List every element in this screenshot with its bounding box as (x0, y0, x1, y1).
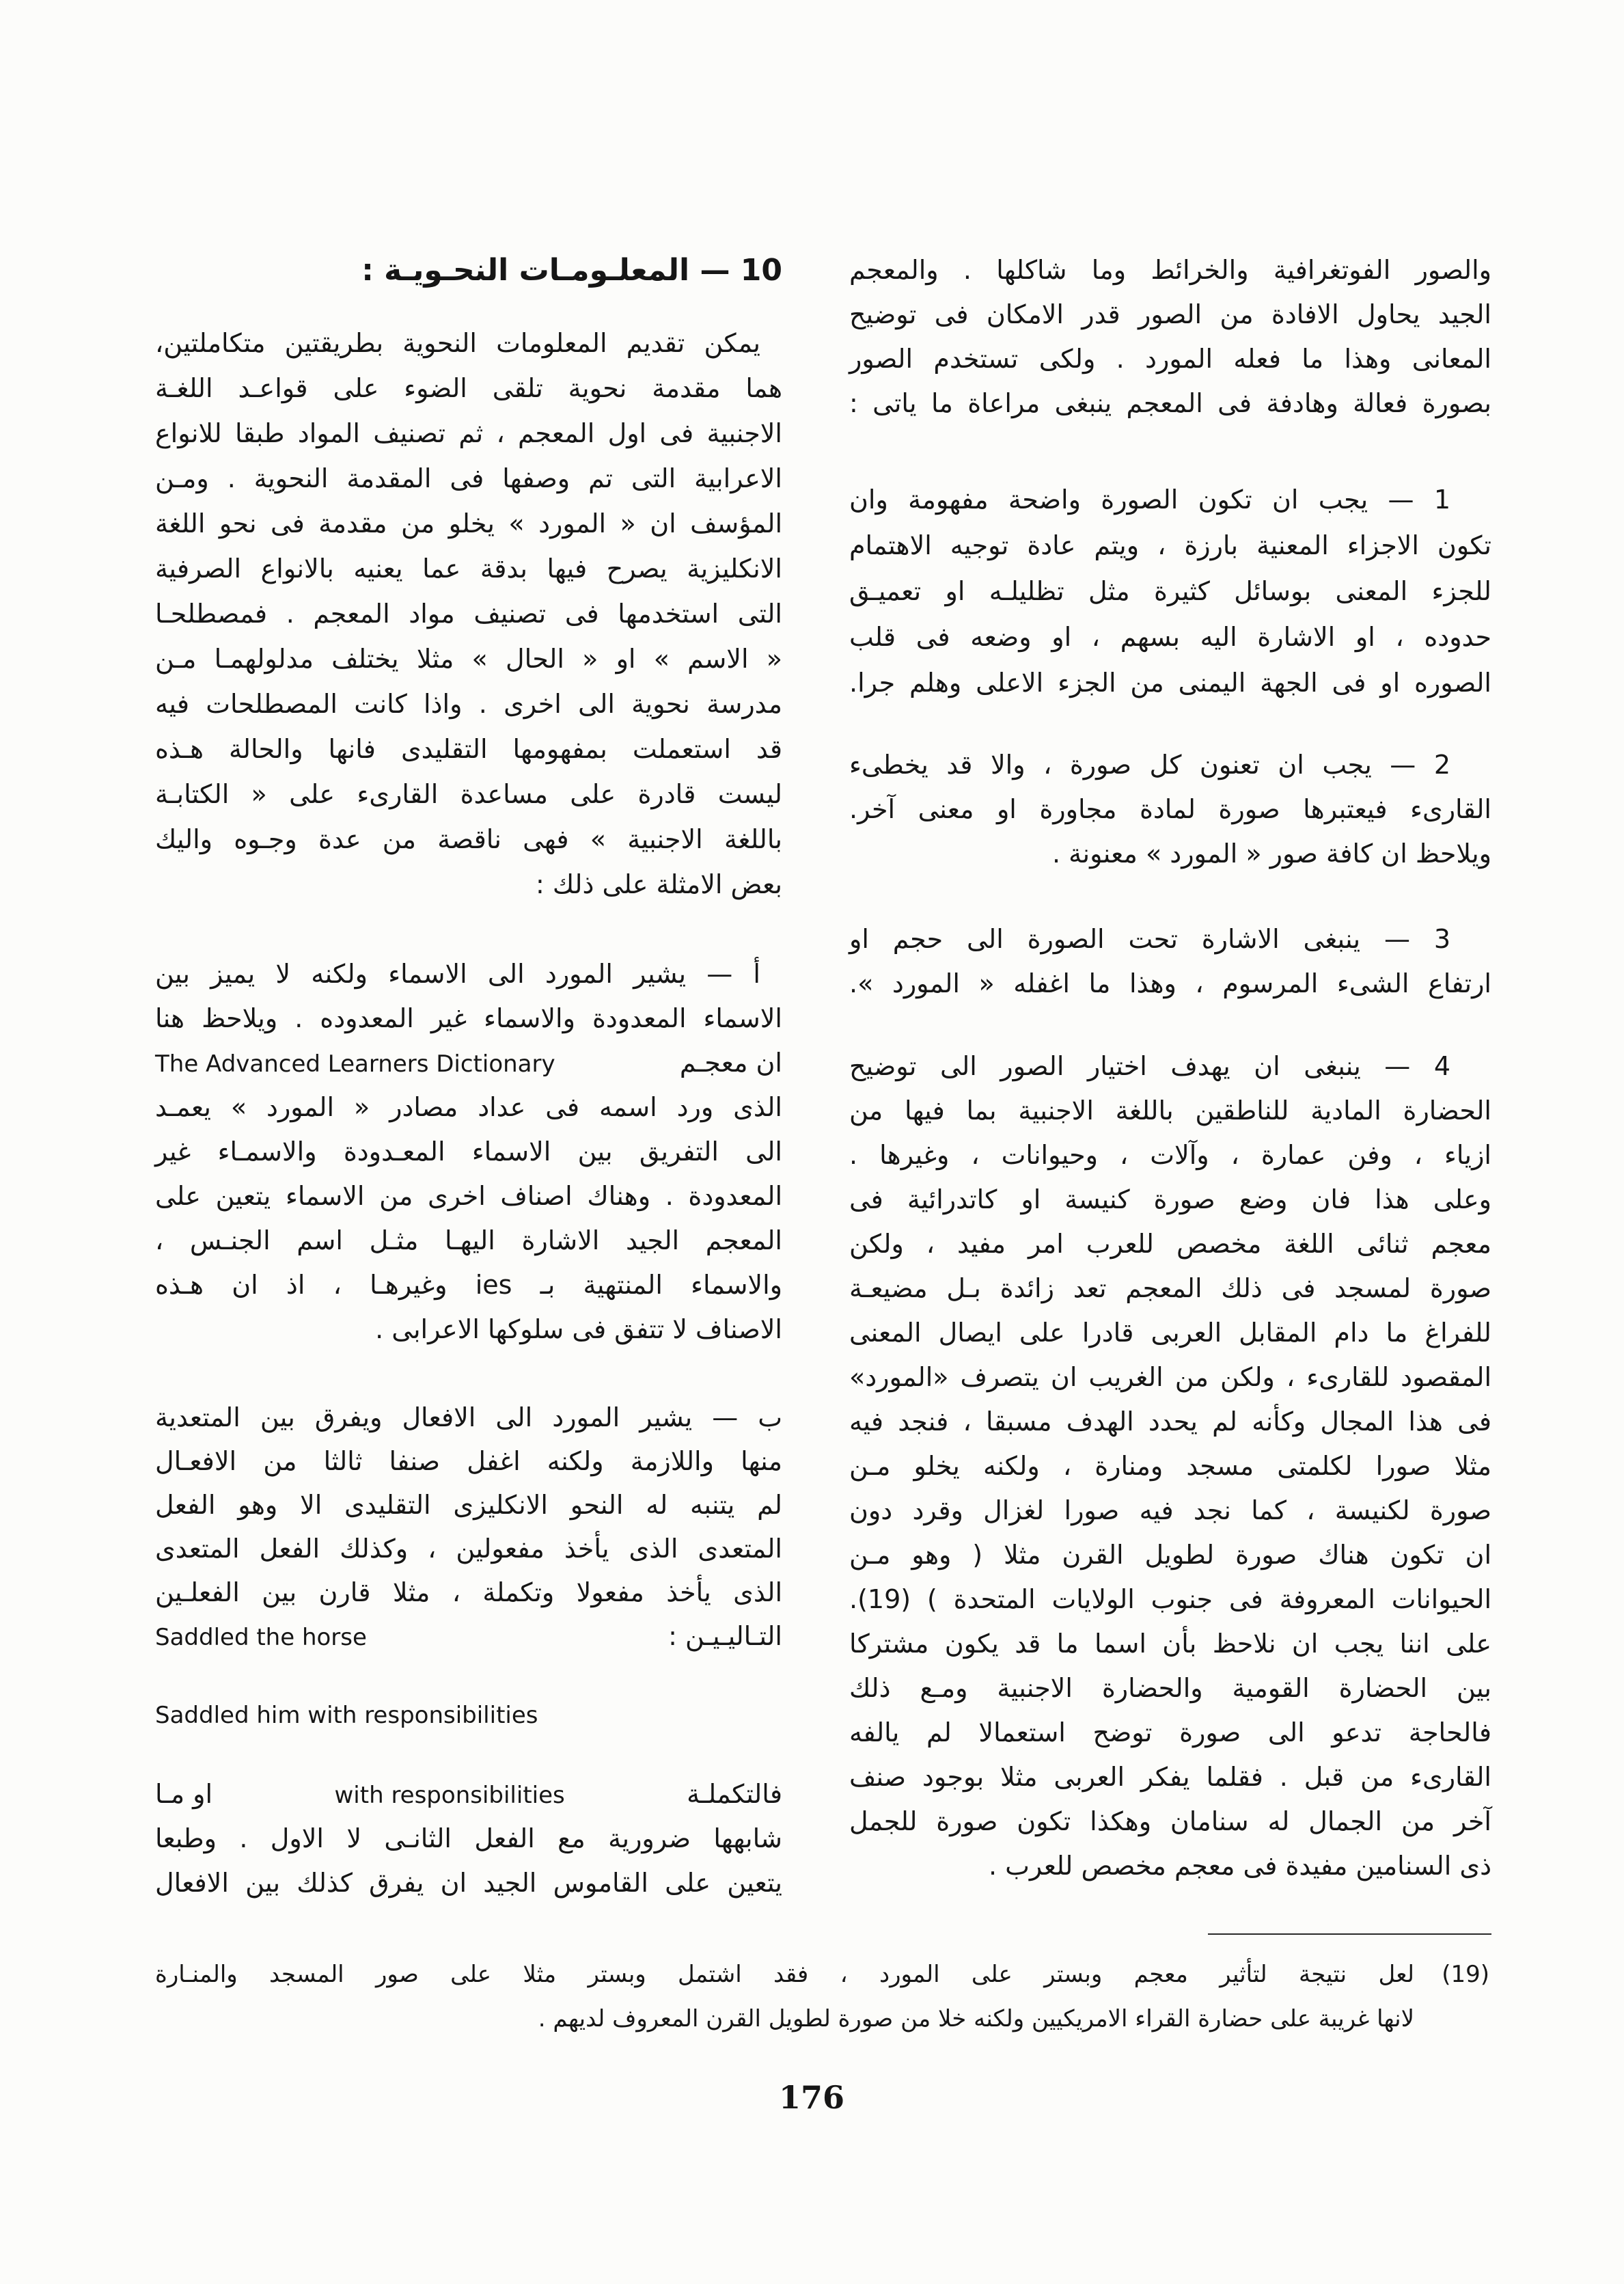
text-line: 4 — ينبغى ان يهدف اختيار الصور الى توضيح (849, 1051, 1450, 1081)
english-example-line (155, 1694, 782, 1738)
footnote (155, 1953, 1489, 2041)
text-line: قد استعملت بمفهومها التقليدى فانها والحالة هـذه (155, 734, 782, 764)
left-column-intro (155, 321, 782, 907)
text-line: والاسماء المنتهية بـ ies وغيرهـا ، اذ ان هـذه (155, 1270, 782, 1300)
text-line: للجزء المعنى بوسائل كثيرة مثل تظليلـه او تعميـق (849, 576, 1491, 606)
text-line: الاصناف لا تتفق فى سلوكها الاعرابى . (375, 1314, 782, 1344)
arabic-segment: التـاليـيـن : (668, 1621, 782, 1651)
text-line: تكون الاجزاء المعنية بارزة ، ويتم عادة توجيه الاهتمام (849, 530, 1491, 560)
text-line: ذى السنامين مفيدة فى معجم مخصص للعرب . (989, 1851, 1491, 1881)
text-line: باللغة الاجنبية » فهى ناقصة من عدة وجـوه واليك (155, 824, 782, 854)
text-line: آخر من الجمال له سنامان وهكذا تكون صورة للجمل (849, 1806, 1491, 1836)
text-line: هما مقدمة نحوية تلقى الضوء على قواعـد اللغـة (155, 373, 782, 403)
lettered-item-b (155, 1396, 782, 1658)
text-line: المعجم الجيد الاشارة اليهـا مثـل اسم الجنـس ، (155, 1225, 782, 1255)
text-line: الجيد يحاول الافادة من الصور قدر الامكان فى توضيح (849, 299, 1491, 329)
lettered-item-a (155, 952, 782, 1352)
text-line: الاجنبية فى اول المعجم ، ثم تصنيف المواد طبقا للانواع (155, 418, 782, 448)
text-line: القارىء فيعتبرها صورة لمادة مجاورة او معنى آخر. (849, 794, 1491, 824)
text-line: الصوره او فى الجهة اليمنى من الجزء الاعلى وهلم جرا. (849, 668, 1491, 698)
text-line: « الاسم » او « الحال » مثلا يختلف مدلولهمـا مـن (155, 644, 782, 674)
text-line: الذى يأخذ مفعولا وتكملة ، مثلا قارن بين الفعلـين (155, 1577, 782, 1607)
text-line: أ — يشير المورد الى الاسماء ولكنه لا يميز بين (155, 959, 760, 989)
text-line: وعلى هذا فان وضع صورة كنيسة او كاتدرائية فى (849, 1184, 1491, 1214)
text-line: بصورة فعالة وهادفة فى المعجم ينبغى مراعاة ما ياتى : (849, 388, 1491, 418)
text-line: ارتفاع الشىء المرسوم ، وهذا ما اغفله « المورد ». (849, 968, 1491, 998)
text-line-mixed (155, 1772, 782, 1817)
text-line: والصور الفوتغرافية والخرائط وما شاكلها . والمعجم (849, 255, 1491, 285)
text-line: صورة لمسجد فى ذلك المعجم تعد زائدة بـل مضيعـة (849, 1273, 1491, 1303)
text-line: مدرسة نحوية الى اخرى . واذا كانت المصطلحات فيه (155, 689, 782, 719)
text-line: فى هذا المجال وكأنه لم يحدد الهدف مسبقا ، فنجد فيه (849, 1406, 1491, 1437)
numbered-item-4 (849, 1044, 1491, 1888)
text-line: صورة لكنيسة ، كما نجد فيه صورا لغزال وقرد دون (849, 1495, 1491, 1525)
text-line: الاسماء المعدودة والاسماء غير المعدوده . ويلاحظ هنا (155, 1003, 782, 1033)
text-line: بعض الامثلة على ذلك : (535, 869, 782, 899)
text-line: يمكن تقديم المعلومات النحوية بطريقتين متكاملتين، (155, 328, 760, 358)
text-line: 2 — يجب ان تعنون كل صورة ، والا قد يخطىء (849, 750, 1450, 780)
text-line: للفراغ ما دام المقابل العربى قادرا على ايصال المعنى (849, 1318, 1491, 1348)
footnote-line: لانها غريبة على حضارة القراء الامريكيين ولكنه خلا من صورة لطويل القرن المعروف لديهم . (538, 2005, 1414, 2033)
text-line: مثلا صورا لكلمتى مسجد ومنارة ، ولكنه يخلو مـن (849, 1451, 1491, 1481)
numbered-item-1 (849, 477, 1491, 706)
page-number: 176 (778, 2079, 845, 2116)
text-line-mixed (155, 1041, 782, 1085)
text-line: 1 — يجب ان تكون الصورة واضحة مفهومة وان (849, 485, 1450, 515)
text-line: منها واللازمة ولكنه اغفل صنفا ثالثا من الافعـال (155, 1446, 782, 1476)
arabic-segment: او مـا (155, 1779, 213, 1809)
text-line: القارىء من قبل . فقلما يفكر العربى مثلا بوجود صنف (849, 1762, 1491, 1792)
right-column-intro (849, 248, 1491, 426)
text-line: الذى ورد اسمه فى عداد مصادر « المورد » يعمـد (155, 1092, 782, 1122)
text-line: المقصود للقارىء ، ولكن من الغريب ان يتصرف «المورد» (849, 1362, 1491, 1392)
text-line: يتعين على القاموس الجيد ان يفرق كذلك بين الافعال (155, 1868, 782, 1898)
arabic-segment: ان معجـم (679, 1048, 782, 1078)
text-line: الحضارة المادية للناطقين باللغة الاجنبية بما فيها من (849, 1096, 1491, 1126)
english-segment: The Advanced Learners Dictionary (155, 1050, 555, 1078)
arabic-segment: فالتكملـة (687, 1779, 782, 1809)
text-line: المعدودة . وهناك اصناف اخرى من الاسماء يتعين على (155, 1181, 782, 1211)
text-line: المعانى وهذا ما فعله المورد . ولكى تستخدم الصور (849, 344, 1491, 374)
text-line: المؤسف ان « المورد » يخلو من مقدمة فى نحو اللغة (155, 508, 782, 539)
text-line: على اننا يجب ان نلاحظ بأن اسما ما قد يكون مشتركا (849, 1629, 1491, 1659)
text-line: فالحاجة تدعو الى صورة توضح استعمالا لم يالفه (849, 1717, 1491, 1748)
text-line: الانكليزية يصرح فيها بدقة عما يعنيه بالانواع الصرفية (155, 554, 782, 584)
text-line: الحيوانات المعروفة فى جنوب الولايات المتحدة ) (19). (849, 1584, 1491, 1614)
section-heading (155, 248, 782, 293)
text-line: ليست قادرة على مساعدة القارىء على « الكتابـة (155, 779, 782, 809)
text-line: بين الحضارة القومية والحضارة الاجنبية ومـع ذلك (849, 1673, 1491, 1703)
text-line: ويلاحظ ان كافة صور « المورد » معنونة . (1051, 839, 1491, 869)
footnote-line: لعل نتيجة لتأثير معجم وبستر على المورد ، فقد اشتمل وبستر مثلا على صور المسجد والمنـارة (155, 1961, 1414, 1988)
text-line: الاعرابية التى تم وصفها فى المقدمة النحوية . ومـن (155, 463, 782, 493)
english-example: Saddled the horse (155, 1624, 367, 1651)
english-segment: with responsibilities (334, 1782, 565, 1809)
text-line: ازياء ، وفن عمارة ، وآلات ، وحيوانات ، وغيرها . (849, 1140, 1491, 1170)
text-line: معجم ثنائى اللغة مخصص للعرب امر مفيد ، ولكن (849, 1229, 1491, 1259)
left-column-continuation (155, 1772, 782, 1905)
text-line: حدوده ، او الاشارة اليه بسهم ، او وضعه فى قلب (849, 622, 1491, 652)
text-line: المتعدى الذى يأخذ مفعولين ، وكذلك الفعل المتعدى (155, 1534, 782, 1564)
text-line: ب — يشير المورد الى الافعال ويفرق بين المتعدية (155, 1402, 782, 1432)
text-line: التى استخدمها فى تصنيف مواد المعجم . فمصطلحـا (155, 599, 782, 629)
numbered-item-2 (849, 743, 1491, 876)
text-line: لم يتنبه له النحو الانكليزى التقليدى الا وهو الفعل (155, 1490, 782, 1520)
numbered-item-3 (849, 917, 1491, 1006)
section-title: 10 — المعلـومـات النحـويـة : (361, 253, 782, 288)
footnote-separator (1208, 1933, 1491, 1935)
text-line: الى التفريق بين الاسماء المعـدودة والاسمـاء غير (155, 1137, 782, 1167)
english-example: Saddled him with responsibilities (155, 1702, 538, 1729)
text-line: شابهها ضرورية مع الفعل الثانـى لا الاول . وطبعا (155, 1823, 782, 1853)
text-line-mixed (155, 1614, 782, 1658)
text-line: ان تكون هناك صورة لطويل القرن مثلا ( وهو مـن (849, 1540, 1491, 1570)
footnote-marker: (19) (1442, 1961, 1489, 1988)
text-line: 3 — ينبغى الاشارة تحت الصورة الى حجم او (849, 924, 1450, 954)
